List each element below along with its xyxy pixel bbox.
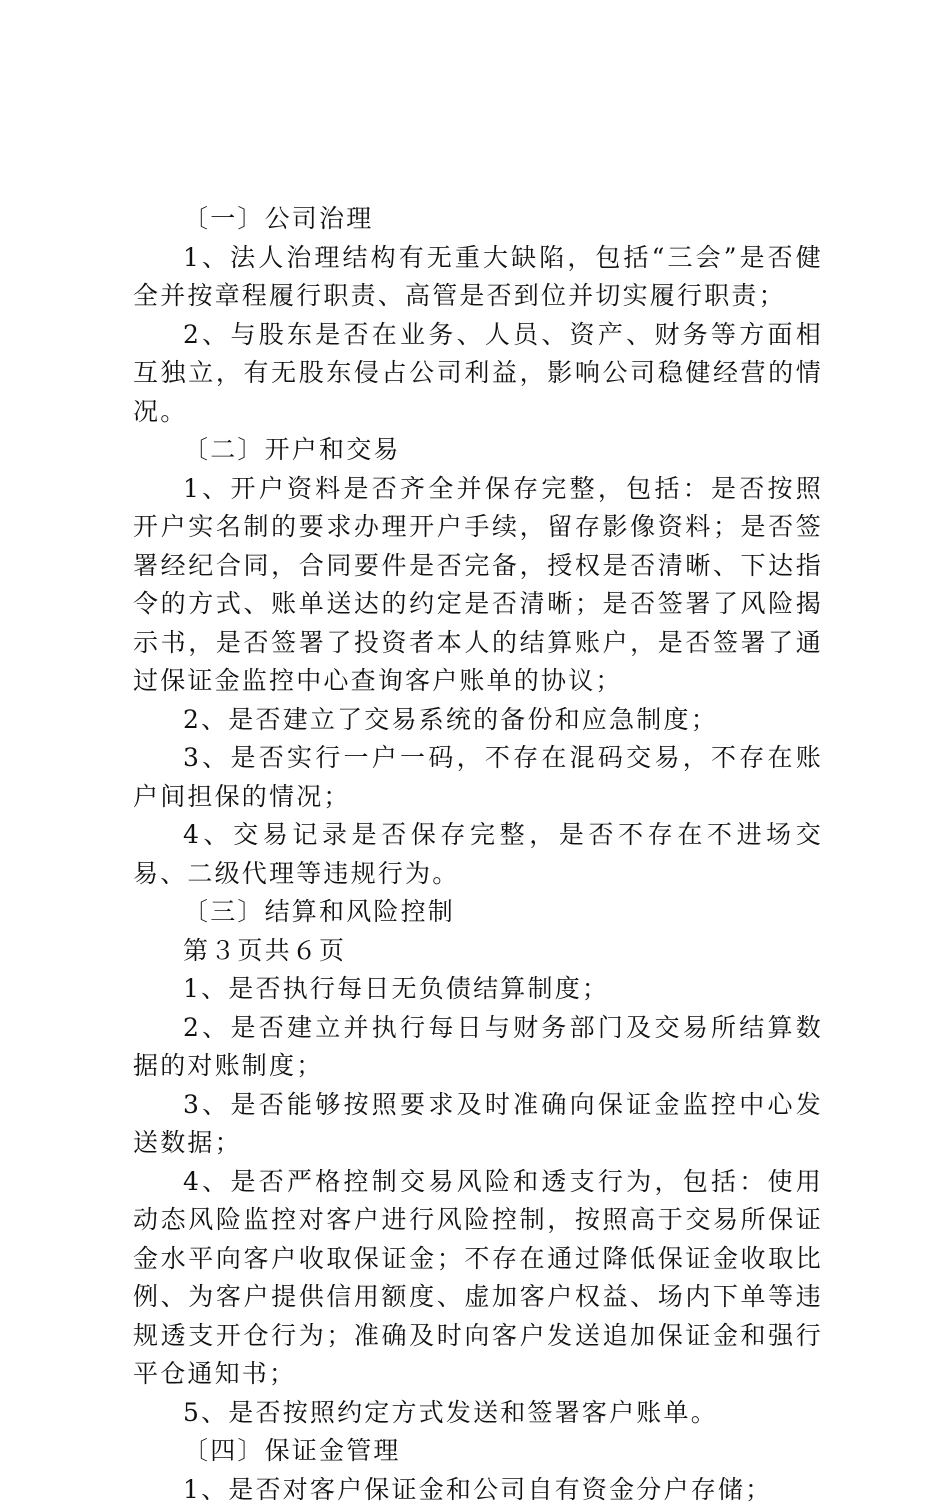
section-heading-1: 〔一〕公司治理 [133, 200, 823, 239]
section-heading-2: 〔二〕开户和交易 [133, 431, 823, 470]
document-body [133, 200, 823, 1509]
section-3-item-3: 3、是否能够按照要求及时准确向保证金监控中心发送数据； [133, 1086, 823, 1163]
page-number-marker: 第３页共６页 [133, 932, 823, 971]
section-2-item-4: 4、交易记录是否保存完整，是否不存在不进场交易、二级代理等违规行为。 [133, 816, 823, 893]
section-4-item-1: 1、是否对客户保证金和公司自有资金分户存储； [133, 1471, 823, 1509]
section-heading-3: 〔三〕结算和风险控制 [133, 893, 823, 932]
section-2-item-2: 2、是否建立了交易系统的备份和应急制度； [133, 701, 823, 740]
section-2-item-3: 3、是否实行一户一码，不存在混码交易，不存在账户间担保的情况； [133, 739, 823, 816]
section-3-item-1: 1、是否执行每日无负债结算制度； [133, 970, 823, 1009]
section-1-item-2: 2、与股东是否在业务、人员、资产、财务等方面相互独立，有无股东侵占公司利益，影响公司稳健经营的情况。 [133, 316, 823, 432]
section-3-item-5: 5、是否按照约定方式发送和签署客户账单。 [133, 1394, 823, 1433]
section-heading-4: 〔四〕保证金管理 [133, 1432, 823, 1471]
section-1-item-1: 1、法人治理结构有无重大缺陷，包括“三会”是否健全并按章程履行职责、高管是否到位并切实履行职责； [133, 239, 823, 316]
section-3-item-2: 2、是否建立并执行每日与财务部门及交易所结算数据的对账制度； [133, 1009, 823, 1086]
section-3-item-4: 4、是否严格控制交易风险和透支行为，包括：使用动态风险监控对客户进行风险控制，按照高于交易所保证金水平向客户收取保证金；不存在通过降低保证金收取比例、为客户提供信用额度、虚加客户权益、场内下单等违规透支开仓行为；准确及时向客户发送追加保证金和强行平仓通知书； [133, 1163, 823, 1394]
section-2-item-1: 1、开户资料是否齐全并保存完整，包括：是否按照开户实名制的要求办理开户手续，留存影像资料；是否签署经纪合同，合同要件是否完备，授权是否清晰、下达指令的方式、账单送达的约定是否清晰；是否签署了风险揭示书，是否签署了投资者本人的结算账户，是否签署了通过保证金监控中心查询客户账单的协议； [133, 470, 823, 701]
